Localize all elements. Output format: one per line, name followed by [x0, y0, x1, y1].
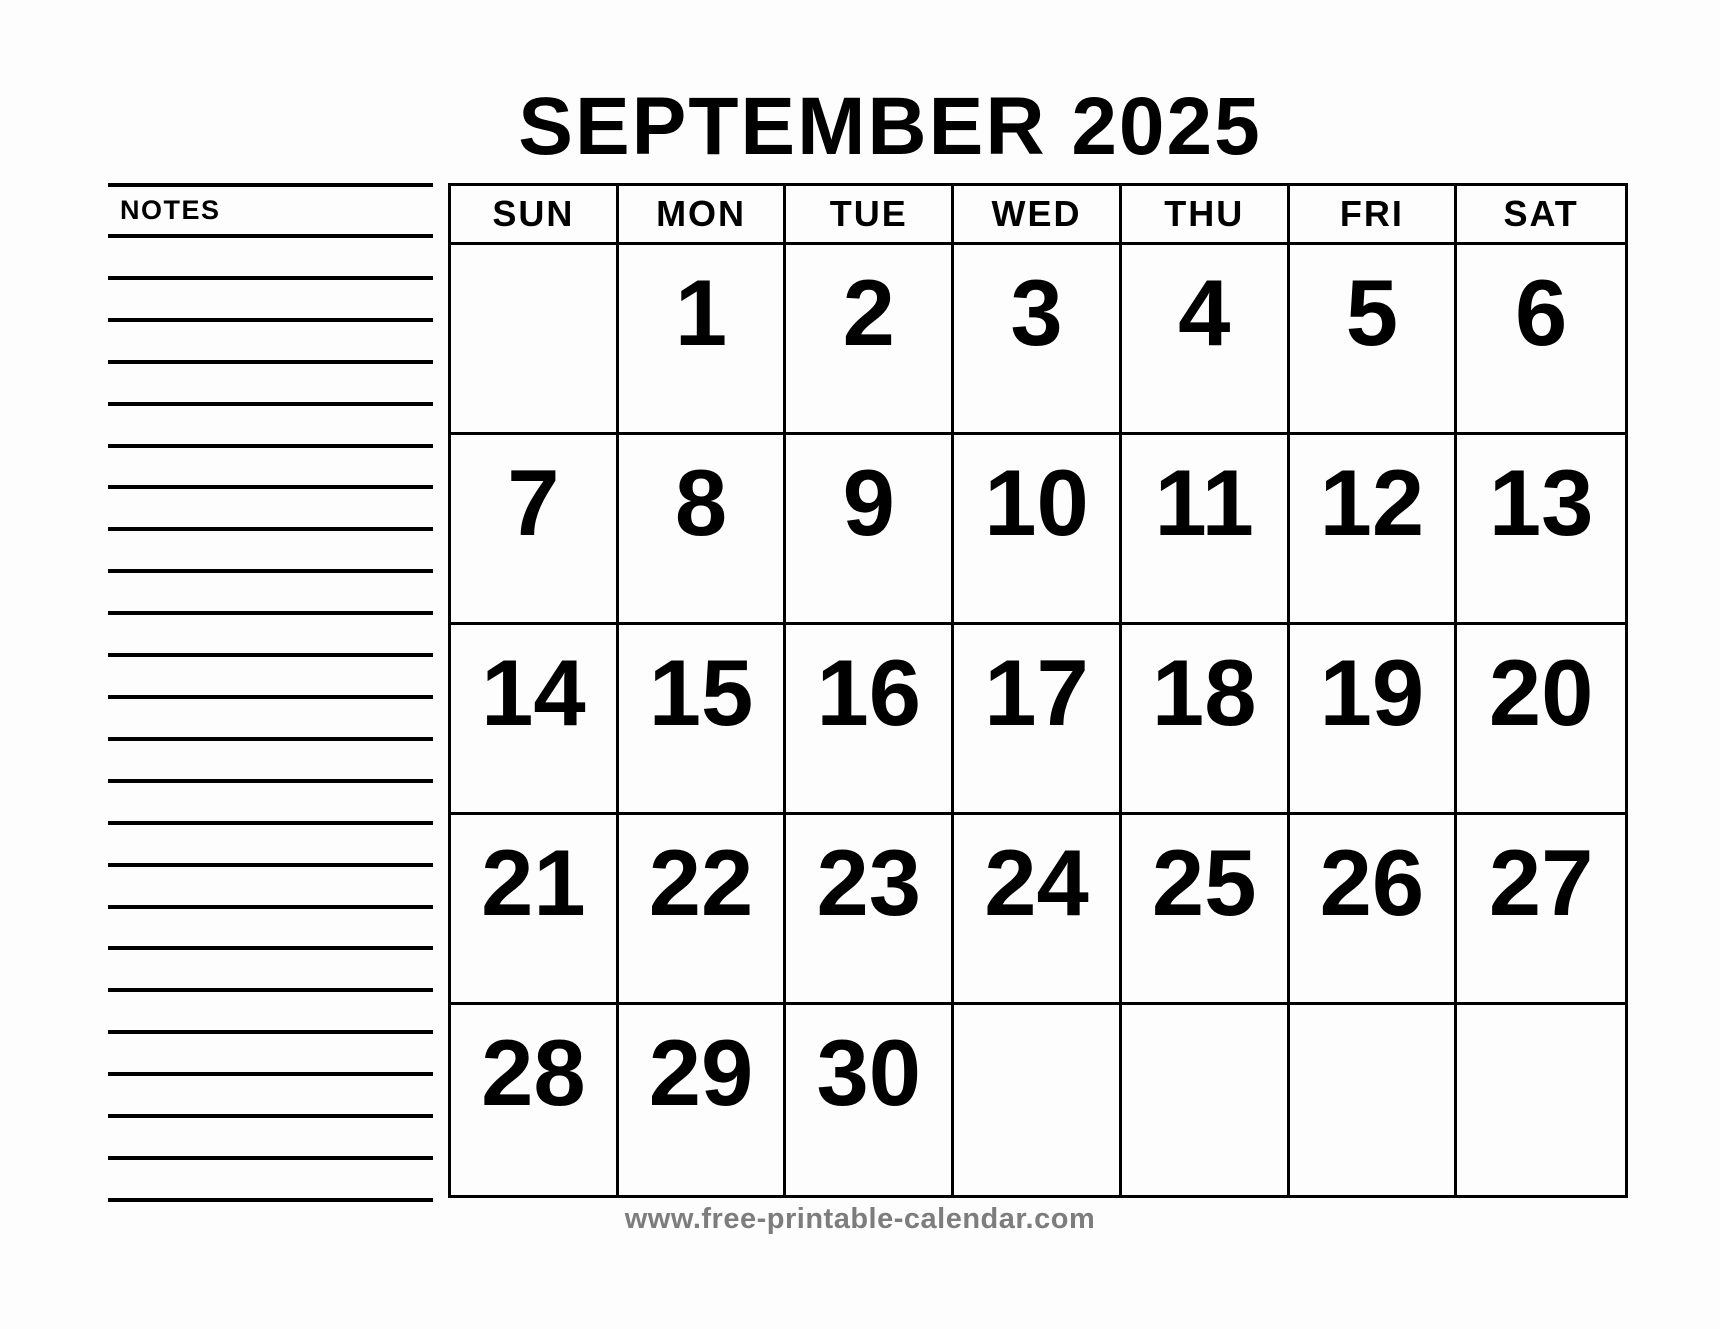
notes-header: [108, 183, 433, 238]
day-cell-7: 7: [451, 435, 619, 625]
notes-ruled-line: [108, 1160, 433, 1202]
day-cell-20: 20: [1457, 625, 1625, 815]
day-cell-4: 4: [1122, 245, 1290, 435]
day-cell-15: 15: [619, 625, 787, 815]
day-header-sun: SUN: [451, 186, 619, 245]
day-cell-2: 2: [786, 245, 954, 435]
day-cell-empty: [451, 245, 619, 435]
day-cell-6: 6: [1457, 245, 1625, 435]
day-cell-12: 12: [1290, 435, 1458, 625]
notes-ruled-line: [108, 280, 433, 322]
day-cell-16: 16: [786, 625, 954, 815]
day-cell-empty: [954, 1005, 1122, 1195]
notes-ruled-line: [108, 364, 433, 406]
notes-ruled-line: [108, 992, 433, 1034]
day-header-sat: SAT: [1457, 186, 1625, 245]
notes-ruled-line: [108, 909, 433, 951]
day-cell-23: 23: [786, 815, 954, 1005]
day-cell-26: 26: [1290, 815, 1458, 1005]
page-title: SEPTEMBER 2025: [518, 81, 1262, 172]
notes-ruled-line: [108, 657, 433, 699]
notes-ruled-line: [108, 238, 433, 280]
day-header-thu: THU: [1122, 186, 1290, 245]
notes-ruled-line: [108, 1076, 433, 1118]
day-header-fri: FRI: [1290, 186, 1458, 245]
day-cell-13: 13: [1457, 435, 1625, 625]
day-cell-22: 22: [619, 815, 787, 1005]
footer-url: www.free-printable-calendar.com: [624, 1203, 1096, 1235]
day-cell-28: 28: [451, 1005, 619, 1195]
day-header-wed: WED: [954, 186, 1122, 245]
notes-ruled-line: [108, 489, 433, 531]
day-cell-9: 9: [786, 435, 954, 625]
notes-ruled-line: [108, 615, 433, 657]
notes-ruled-line: [108, 1118, 433, 1160]
notes-ruled-line: [108, 573, 433, 615]
day-cell-29: 29: [619, 1005, 787, 1195]
notes-ruled-line: [108, 867, 433, 909]
day-cell-27: 27: [1457, 815, 1625, 1005]
day-cell-25: 25: [1122, 815, 1290, 1005]
notes-ruled-line: [108, 741, 433, 783]
notes-ruled-line: [108, 783, 433, 825]
notes-label: NOTES: [120, 195, 221, 225]
notes-ruled-line: [108, 950, 433, 992]
day-cell-1: 1: [619, 245, 787, 435]
day-cell-8: 8: [619, 435, 787, 625]
day-cell-empty: [1122, 1005, 1290, 1195]
notes-lines: [108, 238, 433, 1202]
day-cell-10: 10: [954, 435, 1122, 625]
day-cell-30: 30: [786, 1005, 954, 1195]
notes-ruled-line: [108, 322, 433, 364]
day-cell-19: 19: [1290, 625, 1458, 815]
day-cell-24: 24: [954, 815, 1122, 1005]
day-cell-21: 21: [451, 815, 619, 1005]
notes-ruled-line: [108, 448, 433, 490]
calendar-grid: [448, 183, 1628, 1198]
day-cell-empty: [1457, 1005, 1625, 1195]
day-cell-3: 3: [954, 245, 1122, 435]
notes-ruled-line: [108, 1034, 433, 1076]
day-header-mon: MON: [619, 186, 787, 245]
day-cell-empty: [1290, 1005, 1458, 1195]
day-cell-18: 18: [1122, 625, 1290, 815]
day-cell-14: 14: [451, 625, 619, 815]
notes-ruled-line: [108, 699, 433, 741]
day-cell-17: 17: [954, 625, 1122, 815]
day-cell-5: 5: [1290, 245, 1458, 435]
day-header-tue: TUE: [786, 186, 954, 245]
notes-ruled-line: [108, 531, 433, 573]
notes-ruled-line: [108, 825, 433, 867]
notes-ruled-line: [108, 406, 433, 448]
notes-panel: [108, 183, 433, 1202]
day-cell-11: 11: [1122, 435, 1290, 625]
